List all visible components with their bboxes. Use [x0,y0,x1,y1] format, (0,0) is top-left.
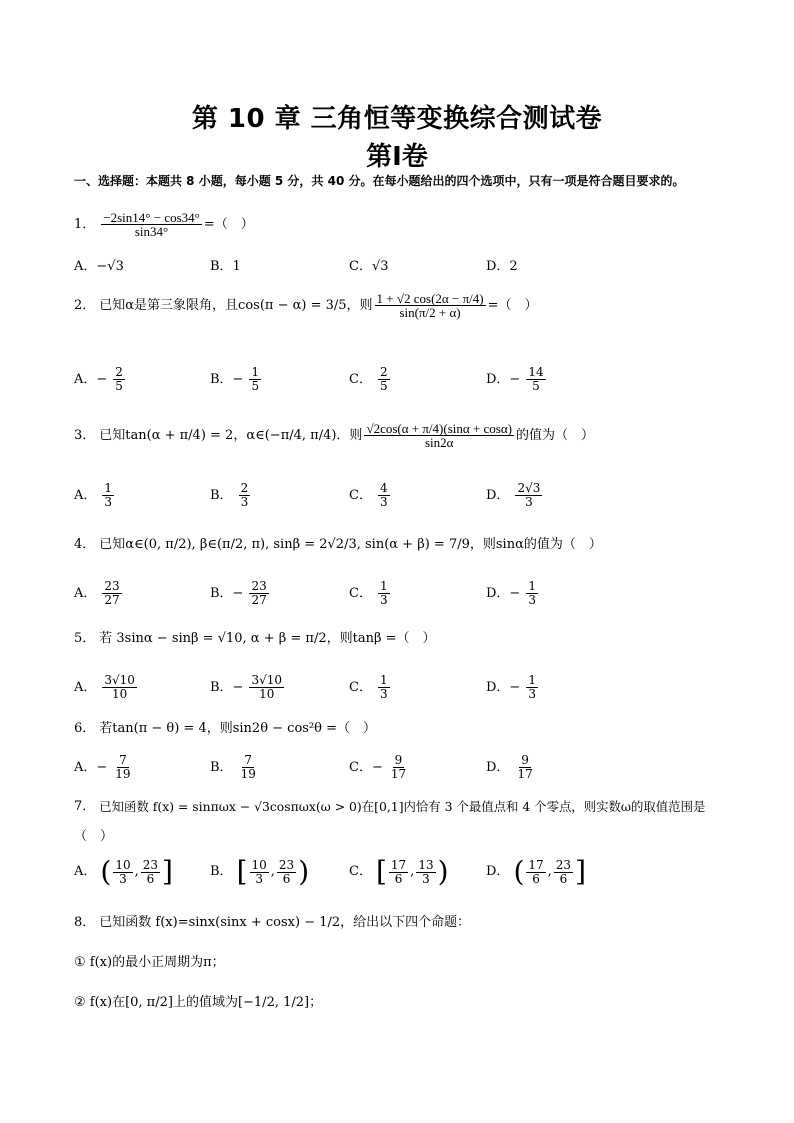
fraction [416,859,435,886]
fraction [389,754,408,781]
fraction [526,674,538,701]
fraction [113,859,132,886]
numerator: 2 [240,481,249,495]
question-tail: =（ ） [203,216,254,232]
numerator: 2 [115,365,123,379]
option-a[interactable] [74,754,135,781]
numerator: 2√3 [517,481,541,495]
denominator: 10 [259,687,275,701]
denominator: 17 [517,767,533,781]
question-text: 若 3sinα − sinβ = √10, α + β = π/2，则tanβ =（ ） [99,631,436,646]
numerator: 9 [521,753,529,767]
proposition-2: ② f(x)在[0, π/2]上的值域为[−1/2, 1/2]； [74,995,323,1010]
fraction [554,859,573,886]
close-bracket: ) [437,855,449,888]
numerator: 7 [244,753,253,767]
option-letter: C．− [349,759,383,775]
fraction [389,859,408,886]
numerator: 1 [104,481,113,495]
option-d[interactable] [486,674,540,701]
option-d[interactable]: D．2 [486,259,518,274]
option-letter: D． [486,487,510,503]
option-b[interactable]: B．1 [210,259,241,274]
denominator: 27 [251,593,267,607]
option-b[interactable] [210,580,271,607]
option-c[interactable] [349,580,392,607]
fraction [249,366,261,393]
option-letter: A．− [74,371,108,387]
close-bracket: ) [298,855,310,888]
question-number: 1． [74,216,96,232]
option-b[interactable] [210,754,260,781]
numerator: 14 [528,365,544,379]
option-letter: B． [210,864,233,879]
option-d[interactable] [486,580,540,607]
question-text: 若tan(π − θ) = 4，则sin2θ − cos²θ =（ ） [99,721,377,736]
option-d[interactable] [486,366,548,393]
denominator: 6 [282,871,291,886]
option-letter: C． [349,371,372,387]
question-3 [74,422,734,449]
fraction [239,482,251,509]
option-letter: B． [210,487,233,503]
fraction [102,674,137,701]
question-text: 已知α是第三象限角，且cos(π − α) = 3/5，则 [99,297,373,313]
numerator: 23 [555,857,572,872]
option-d[interactable]: D． ( $\frac{17}{6}$ , $\frac{23}{6}$ ] [486,855,587,888]
option-letter: D． [486,759,510,775]
option-d[interactable] [486,754,537,781]
numerator: 1 [528,673,536,687]
question-number: 3． [74,427,96,443]
option-letter: A．− [74,759,108,775]
question-7-continuation: （ ） [74,829,114,844]
numerator: 23 [278,857,295,872]
option-letter: A． [74,487,97,503]
fraction [113,754,132,781]
question-1 [74,211,734,238]
question-4 [74,536,734,554]
option-letter: D．− [486,585,521,601]
question-text: 已知tan(α + π/4) = 2，α∈(−π/4, π/4)．则 [99,427,363,443]
option-b[interactable] [210,674,286,701]
numerator: 23 [104,579,120,593]
denominator: 3 [528,593,536,607]
option-letter: C． [349,864,372,879]
option-a[interactable]: A． ( $\frac{10}{3}$ , $\frac{23}{6}$ ] [74,855,173,888]
option-a[interactable] [74,580,124,607]
denominator: 19 [240,767,256,781]
denominator: 5 [115,379,123,393]
fraction [526,580,538,607]
numerator: 17 [390,857,407,872]
option-b[interactable] [210,366,263,393]
numerator: 1 [251,365,260,379]
denominator: 3 [528,687,536,701]
question-tail: =（ ） [487,297,538,313]
fraction [249,580,268,607]
option-letter: D．− [486,679,521,695]
numerator: 17 [528,857,544,872]
numerator: 10 [115,857,131,872]
option-letter: A． [74,585,97,601]
option-c[interactable] [349,366,392,393]
denominator: 3 [379,495,388,509]
fraction [378,580,390,607]
numerator: 1 [379,579,388,593]
option-c[interactable] [349,754,410,781]
option-a[interactable]: A．−√3 [74,259,124,274]
denominator: 3 [119,871,127,886]
option-a[interactable] [74,482,116,509]
open-bracket: [ [236,855,248,888]
question-text: 已知函数 f(x) = sinπωx − √3cosπωx(ω > 0)在[0,1]内恰有 3 个最值点和 4 个零点，则实数ω的取值范围是 [99,799,706,814]
denominator: sin2α [424,435,454,450]
denominator: 6 [146,871,155,886]
fraction [515,482,542,509]
numerator: 1 + √2 cos(2α − π/4) [376,291,484,306]
question-number: 8． [74,915,96,930]
question-number: 7． [74,799,96,814]
numerator: 1 [379,673,388,687]
open-bracket: ( [100,855,112,888]
denominator: 3 [525,495,533,509]
option-c[interactable]: C．√3 [349,259,389,274]
option-letter: C． [349,487,372,503]
option-letter: B． [210,759,233,775]
page-subtitle: 第Ⅰ卷 [366,142,428,172]
denominator: 3 [240,495,249,509]
option-b[interactable]: B． [ $\frac{10}{3}$ , $\frac{23}{6}$ ) [210,855,310,888]
denominator: 3 [379,687,388,701]
denominator: 6 [559,871,568,886]
numerator: √2cos(α + π/4)(sinα + cosα) [366,421,512,436]
option-a[interactable] [74,366,127,393]
fraction [364,422,514,449]
fraction [515,754,534,781]
question-text: 已知函数 f(x)=sinx(sinx + cosx) − 1/2，给出以下四个命题： [99,915,471,930]
numerator: −2sin14° − cos34° [103,210,200,225]
denominator: 5 [532,379,540,393]
numerator: 10 [251,857,267,872]
numerator: 2 [379,365,388,379]
close-bracket: ] [575,855,587,888]
denominator: 3 [255,871,263,886]
denominator: 5 [251,379,260,393]
option-letter: A． [74,679,97,695]
fraction [249,674,284,701]
question-number: 6． [74,721,96,736]
question-tail: 的值为（ ） [516,427,595,443]
question-7 [74,798,734,816]
numerator: 9 [394,753,403,767]
numerator: 1 [528,579,536,593]
fraction [141,859,160,886]
open-bracket: [ [375,855,387,888]
section-instruction: 一、选择题：本题共 8 小题，每小题 5 分，共 40 分。在每小题给出的四个选项中，只有一项是符合题目要求的。 [74,174,685,188]
question-number: 2． [74,297,96,313]
fraction [526,859,545,886]
denominator: 27 [104,593,120,607]
denominator: 19 [115,767,131,781]
option-letter: C． [349,679,372,695]
fraction [277,859,296,886]
option-a[interactable] [74,674,139,701]
question-2 [74,292,734,319]
option-letter: B．− [210,371,244,387]
option-c[interactable]: C． [ $\frac{17}{6}$ , $\frac{13}{3}$ ) [349,855,449,888]
denominator: 3 [104,495,113,509]
open-bracket: ( [513,855,525,888]
fraction [239,754,258,781]
option-letter: D．− [486,371,521,387]
fraction [378,366,390,393]
question-5 [74,630,734,648]
numerator: 13 [418,857,434,872]
option-c[interactable] [349,482,392,509]
numerator: 3√10 [251,673,283,687]
denominator: 6 [532,871,540,886]
option-b[interactable] [210,482,252,509]
denominator: 6 [394,871,403,886]
question-number: 5． [74,631,96,646]
fraction [378,674,390,701]
denominator: 10 [112,687,128,701]
denominator: 5 [379,379,388,393]
numerator: 4 [379,481,388,495]
option-letter: C． [349,585,372,601]
fraction [102,482,114,509]
proposition-1: ① f(x)的最小正周期为π； [74,955,225,970]
fraction [375,292,486,319]
denominator: 3 [379,593,388,607]
numerator: 23 [251,579,267,593]
denominator: 3 [422,871,430,886]
option-letter: B．− [210,679,244,695]
question-number: 4． [74,537,96,552]
close-bracket: ] [162,855,173,888]
fraction [101,211,202,238]
denominator: sin(π/2 + α) [399,305,461,320]
option-d[interactable] [486,482,544,509]
question-8 [74,914,734,932]
fraction [250,859,269,886]
fraction [102,580,121,607]
numerator: 3√10 [104,673,135,687]
numerator: 23 [142,857,159,872]
option-letter: D． [486,864,510,879]
question-6 [74,720,734,738]
option-c[interactable] [349,674,392,701]
fraction [113,366,125,393]
page-title: 第 10 章 三角恒等变换综合测试卷 [191,104,603,134]
fraction [526,366,545,393]
option-letter: B．− [210,585,244,601]
numerator: 7 [119,753,127,767]
denominator: 17 [390,767,407,781]
question-text: 已知α∈(0, π/2), β∈(π/2, π), sinβ = 2√2/3, sin(α + β) = 7/9，则sinα的值为（ ） [99,537,602,552]
fraction [378,482,390,509]
option-letter: A． [74,864,97,879]
denominator: sin34° [134,224,169,239]
